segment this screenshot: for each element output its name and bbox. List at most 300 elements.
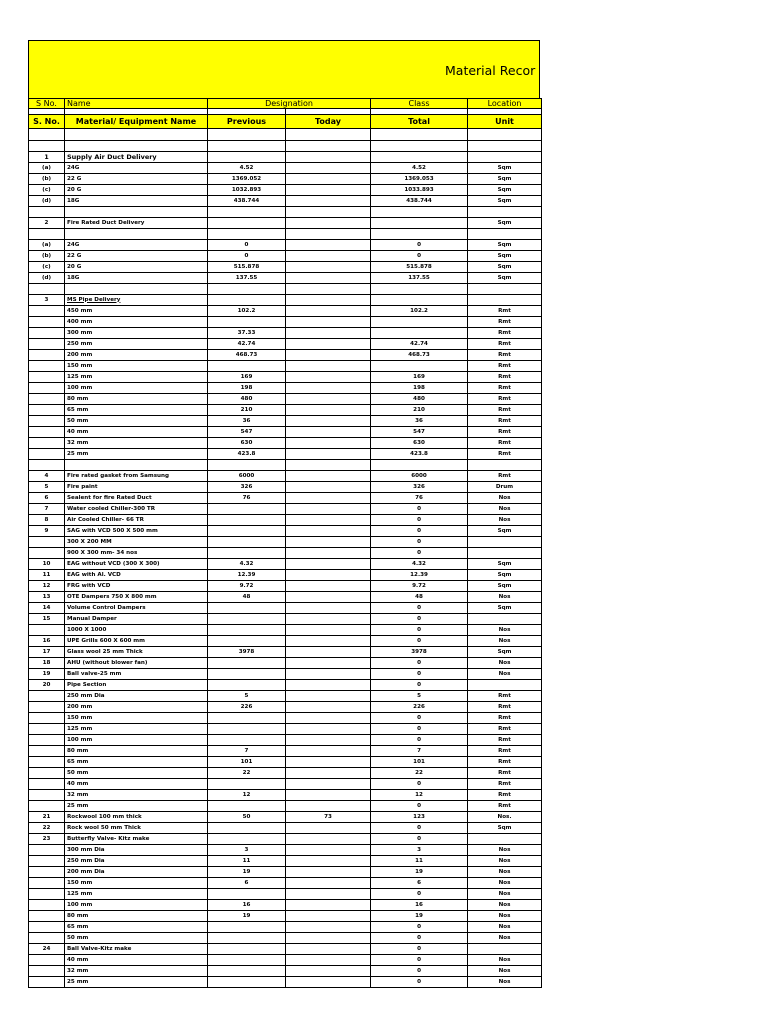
previous-cell: 438.744	[208, 196, 286, 207]
total-cell: 547	[371, 427, 468, 438]
table-row	[29, 460, 542, 471]
previous-cell: 4.52	[208, 163, 286, 174]
today-cell	[286, 284, 371, 295]
today-cell	[286, 229, 371, 240]
previous-cell: 6	[208, 878, 286, 889]
unit-cell: Nos	[468, 658, 542, 669]
previous-cell: 468.73	[208, 350, 286, 361]
unit-cell: Rmt	[468, 713, 542, 724]
total-cell: 0	[371, 724, 468, 735]
sno-cell: 14	[29, 603, 65, 614]
previous-cell	[208, 526, 286, 537]
unit-cell: Sqm	[468, 823, 542, 834]
sno-cell	[29, 284, 65, 295]
name-cell: 150 mm	[65, 878, 208, 889]
unit-cell: Nos	[468, 636, 542, 647]
today-cell	[286, 273, 371, 284]
table-row	[29, 317, 542, 328]
previous-cell: 7	[208, 746, 286, 757]
sno-cell	[29, 889, 65, 900]
total-cell: 11	[371, 856, 468, 867]
unit-cell: Rmt	[468, 383, 542, 394]
today-cell	[286, 867, 371, 878]
sno-cell: 22	[29, 823, 65, 834]
name-cell: 300 X 200 MM	[65, 537, 208, 548]
previous-cell: 22	[208, 768, 286, 779]
unit-cell: Nos.	[468, 812, 542, 823]
unit-cell: Nos	[468, 867, 542, 878]
sno-cell: 13	[29, 592, 65, 603]
sno-cell	[29, 713, 65, 724]
previous-cell: 50	[208, 812, 286, 823]
sno-cell: 12	[29, 581, 65, 592]
sheet-title: Material Recor	[445, 63, 536, 78]
unit-cell: Nos	[468, 845, 542, 856]
name-cell: Fire rated gasket from Samsung	[65, 471, 208, 482]
previous-cell: 36	[208, 416, 286, 427]
unit-cell: Sqm	[468, 273, 542, 284]
name-cell: 18G	[65, 196, 208, 207]
previous-cell: 101	[208, 757, 286, 768]
name-cell: 150 mm	[65, 361, 208, 372]
total-cell	[371, 141, 468, 152]
total-cell: 3978	[371, 647, 468, 658]
today-cell	[286, 889, 371, 900]
sno-cell	[29, 537, 65, 548]
name-cell	[65, 284, 208, 295]
name-cell: Water cooled Chiller-300 TR	[65, 504, 208, 515]
total-cell: 0	[371, 658, 468, 669]
total-cell: 0	[371, 537, 468, 548]
table-row	[29, 614, 542, 625]
total-cell	[371, 284, 468, 295]
today-cell	[286, 647, 371, 658]
today-cell	[286, 394, 371, 405]
total-cell	[371, 328, 468, 339]
previous-cell	[208, 603, 286, 614]
name-cell: 22 G	[65, 174, 208, 185]
sno-cell: (a)	[29, 240, 65, 251]
sno-cell	[29, 416, 65, 427]
unit-cell: Rmt	[468, 702, 542, 713]
name-cell: 25 mm	[65, 977, 208, 988]
unit-cell	[468, 229, 542, 240]
table-row	[29, 306, 542, 317]
previous-cell	[208, 614, 286, 625]
name-cell: 32 mm	[65, 438, 208, 449]
material-table	[28, 98, 542, 988]
sno-cell	[29, 339, 65, 350]
name-cell: 25 mm	[65, 449, 208, 460]
total-cell: 6	[371, 878, 468, 889]
today-cell	[286, 504, 371, 515]
total-cell: 0	[371, 944, 468, 955]
empty-cell	[371, 129, 468, 141]
unit-cell: Rmt	[468, 339, 542, 350]
unit-cell: Drum	[468, 482, 542, 493]
table-row	[29, 504, 542, 515]
previous-cell: 0	[208, 240, 286, 251]
unit-cell: Nos	[468, 911, 542, 922]
unit-cell: Nos	[468, 493, 542, 504]
table-row	[29, 955, 542, 966]
sno-cell: (c)	[29, 262, 65, 273]
name-cell: 65 mm	[65, 757, 208, 768]
total-cell: 3	[371, 845, 468, 856]
sno-cell	[29, 757, 65, 768]
sno-cell	[29, 933, 65, 944]
table-row	[29, 438, 542, 449]
sno-cell	[29, 449, 65, 460]
today-cell	[286, 328, 371, 339]
unit-cell: Sqm	[468, 163, 542, 174]
unit-cell: Nos	[468, 625, 542, 636]
empty-cell	[208, 129, 286, 141]
today-cell	[286, 669, 371, 680]
total-cell: 0	[371, 526, 468, 537]
table-row	[29, 724, 542, 735]
today-cell	[286, 757, 371, 768]
table-row	[29, 394, 542, 405]
previous-cell: 137.55	[208, 273, 286, 284]
today-cell	[286, 427, 371, 438]
today-cell	[286, 438, 371, 449]
previous-cell	[208, 361, 286, 372]
total-cell: 7	[371, 746, 468, 757]
table-row	[29, 691, 542, 702]
table-row	[29, 867, 542, 878]
sno-cell	[29, 900, 65, 911]
sno-cell: 11	[29, 570, 65, 581]
sno-cell: 5	[29, 482, 65, 493]
unit-cell: Nos	[468, 955, 542, 966]
previous-cell	[208, 944, 286, 955]
previous-cell: 37.33	[208, 328, 286, 339]
sno-cell: 3	[29, 295, 65, 306]
previous-cell	[208, 658, 286, 669]
name-cell	[65, 207, 208, 218]
table-row	[29, 669, 542, 680]
name-cell: FRG with VCD	[65, 581, 208, 592]
table-row	[29, 185, 542, 196]
name-cell: SAG with VCD 500 X 500 mm	[65, 526, 208, 537]
total-cell: 102.2	[371, 306, 468, 317]
previous-cell	[208, 537, 286, 548]
sno-cell	[29, 405, 65, 416]
today-cell	[286, 636, 371, 647]
previous-cell	[208, 284, 286, 295]
name-cell: Fire paint	[65, 482, 208, 493]
unit-cell: Rmt	[468, 746, 542, 757]
sno-cell	[29, 691, 65, 702]
total-cell: 101	[371, 757, 468, 768]
sno-cell	[29, 372, 65, 383]
name-cell: 200 mm	[65, 702, 208, 713]
previous-cell	[208, 801, 286, 812]
previous-cell	[208, 460, 286, 471]
unit-cell: Sqm	[468, 174, 542, 185]
total-cell: 0	[371, 504, 468, 515]
table-row	[29, 768, 542, 779]
sno-cell	[29, 328, 65, 339]
table-row	[29, 757, 542, 768]
table-row	[29, 900, 542, 911]
table-row	[29, 548, 542, 559]
sno-cell	[29, 790, 65, 801]
name-cell: EAG without VCD (300 X 300)	[65, 559, 208, 570]
total-cell	[371, 229, 468, 240]
name-cell: 400 mm	[65, 317, 208, 328]
table-row	[29, 647, 542, 658]
name-cell: 300 mm	[65, 328, 208, 339]
name-cell: 150 mm	[65, 713, 208, 724]
today-cell	[286, 339, 371, 350]
table-row	[29, 845, 542, 856]
name-cell: OTE Dampers 750 X 800 mm	[65, 592, 208, 603]
table-row	[29, 328, 542, 339]
table-row	[29, 812, 542, 823]
today-cell	[286, 614, 371, 625]
sno-cell: 6	[29, 493, 65, 504]
total-cell: 36	[371, 416, 468, 427]
name-cell: 125 mm	[65, 372, 208, 383]
name-cell: Fire Rated Duct Delivery	[65, 218, 208, 229]
unit-cell	[468, 834, 542, 845]
today-cell	[286, 548, 371, 559]
sno-cell	[29, 207, 65, 218]
sno-cell: 2	[29, 218, 65, 229]
today-cell	[286, 460, 371, 471]
table-row	[29, 196, 542, 207]
sno-cell	[29, 922, 65, 933]
previous-cell	[208, 625, 286, 636]
today-cell	[286, 702, 371, 713]
previous-cell: 515.878	[208, 262, 286, 273]
name-cell: Supply Air Duct Delivery	[65, 152, 208, 163]
table-row	[29, 482, 542, 493]
table-row	[29, 977, 542, 988]
name-cell	[65, 229, 208, 240]
previous-cell	[208, 669, 286, 680]
previous-cell: 42.74	[208, 339, 286, 350]
today-cell	[286, 174, 371, 185]
total-cell: 169	[371, 372, 468, 383]
total-cell: 0	[371, 614, 468, 625]
title-banner	[28, 40, 540, 98]
sno-cell	[29, 229, 65, 240]
name-cell: 22 G	[65, 251, 208, 262]
sno-cell: 23	[29, 834, 65, 845]
today-cell	[286, 383, 371, 394]
sno-cell: 15	[29, 614, 65, 625]
total-cell: 0	[371, 735, 468, 746]
sno-cell	[29, 350, 65, 361]
total-cell: 4.52	[371, 163, 468, 174]
sno-cell: 1	[29, 152, 65, 163]
sno-cell	[29, 878, 65, 889]
previous-cell: 12	[208, 790, 286, 801]
name-cell: Butterfly Valve- Kitz make	[65, 834, 208, 845]
today-cell	[286, 746, 371, 757]
today-cell	[286, 713, 371, 724]
total-cell: 0	[371, 922, 468, 933]
total-cell: 0	[371, 251, 468, 262]
previous-cell	[208, 779, 286, 790]
name-cell: Rockwool 100 mm thick	[65, 812, 208, 823]
unit-cell: Sqm	[468, 218, 542, 229]
name-cell: 80 mm	[65, 911, 208, 922]
name-cell: MS Pipe Delivery	[65, 295, 208, 306]
header-cell: Name	[65, 99, 208, 109]
previous-cell	[208, 922, 286, 933]
table-row	[29, 779, 542, 790]
table-row	[29, 823, 542, 834]
table-row	[29, 856, 542, 867]
unit-cell: Rmt	[468, 317, 542, 328]
unit-cell: Sqm	[468, 185, 542, 196]
sno-cell	[29, 779, 65, 790]
previous-cell: 3	[208, 845, 286, 856]
unit-cell: Rmt	[468, 724, 542, 735]
name-cell: 250 mm Dia	[65, 856, 208, 867]
table-row	[29, 790, 542, 801]
name-cell: AHU (without blower fan)	[65, 658, 208, 669]
previous-cell: 48	[208, 592, 286, 603]
total-cell: 423.8	[371, 449, 468, 460]
table-row	[29, 295, 542, 306]
name-cell: UPE Grills 600 X 600 mm	[65, 636, 208, 647]
sno-cell	[29, 625, 65, 636]
sno-cell	[29, 383, 65, 394]
sno-cell	[29, 724, 65, 735]
total-cell	[371, 207, 468, 218]
previous-cell	[208, 735, 286, 746]
table-row	[29, 207, 542, 218]
previous-cell: 3978	[208, 647, 286, 658]
today-cell	[286, 449, 371, 460]
header-cell: Today	[286, 115, 371, 129]
table-row	[29, 922, 542, 933]
unit-cell: Nos	[468, 504, 542, 515]
sno-cell: 17	[29, 647, 65, 658]
unit-cell	[468, 295, 542, 306]
material-record-sheet	[28, 40, 540, 988]
name-cell: 80 mm	[65, 746, 208, 757]
header-cell: Designation	[208, 99, 371, 109]
total-cell: 0	[371, 801, 468, 812]
previous-cell: 19	[208, 911, 286, 922]
table-row	[29, 174, 542, 185]
previous-cell	[208, 515, 286, 526]
sno-cell	[29, 911, 65, 922]
sno-cell	[29, 460, 65, 471]
total-cell: 480	[371, 394, 468, 405]
name-cell: 1000 X 1000	[65, 625, 208, 636]
total-cell: 226	[371, 702, 468, 713]
unit-cell: Rmt	[468, 416, 542, 427]
sno-cell	[29, 735, 65, 746]
name-cell: Rock wool 50 mm Thick	[65, 823, 208, 834]
sno-cell: 9	[29, 526, 65, 537]
previous-cell	[208, 218, 286, 229]
total-cell: 48	[371, 592, 468, 603]
total-cell: 4.32	[371, 559, 468, 570]
table-row	[29, 702, 542, 713]
table-row	[29, 240, 542, 251]
name-cell: EAG with Al. VCD	[65, 570, 208, 581]
today-cell	[286, 207, 371, 218]
today-cell	[286, 240, 371, 251]
unit-cell: Nos	[468, 966, 542, 977]
unit-cell: Sqm	[468, 196, 542, 207]
unit-cell: Rmt	[468, 790, 542, 801]
unit-cell: Rmt	[468, 328, 542, 339]
today-cell	[286, 966, 371, 977]
unit-cell	[468, 207, 542, 218]
sno-cell	[29, 361, 65, 372]
name-cell: 125 mm	[65, 724, 208, 735]
sno-cell	[29, 548, 65, 559]
sno-cell: 10	[29, 559, 65, 570]
unit-cell: Nos	[468, 515, 542, 526]
name-cell: 50 mm	[65, 768, 208, 779]
previous-cell	[208, 295, 286, 306]
unit-cell: Rmt	[468, 361, 542, 372]
previous-cell: 11	[208, 856, 286, 867]
today-cell	[286, 559, 371, 570]
today-cell	[286, 856, 371, 867]
table-row	[29, 559, 542, 570]
today-cell	[286, 482, 371, 493]
unit-cell	[468, 141, 542, 152]
today-cell	[286, 416, 371, 427]
today-cell	[286, 141, 371, 152]
previous-cell	[208, 933, 286, 944]
previous-cell: 12.39	[208, 570, 286, 581]
table-row	[29, 944, 542, 955]
table-row	[29, 218, 542, 229]
name-cell: 40 mm	[65, 955, 208, 966]
previous-cell	[208, 229, 286, 240]
today-cell	[286, 526, 371, 537]
sno-cell: (c)	[29, 185, 65, 196]
unit-cell: Nos	[468, 900, 542, 911]
sno-cell	[29, 394, 65, 405]
table-row	[29, 449, 542, 460]
total-cell: 0	[371, 625, 468, 636]
previous-cell: 630	[208, 438, 286, 449]
today-cell	[286, 691, 371, 702]
today-cell	[286, 295, 371, 306]
sno-cell: 4	[29, 471, 65, 482]
unit-cell: Sqm	[468, 559, 542, 570]
header-cell: Location	[468, 99, 542, 109]
previous-cell	[208, 636, 286, 647]
today-cell	[286, 603, 371, 614]
previous-cell	[208, 977, 286, 988]
unit-cell: Rmt	[468, 438, 542, 449]
name-cell: 40 mm	[65, 427, 208, 438]
sno-cell: 24	[29, 944, 65, 955]
sno-cell: (b)	[29, 251, 65, 262]
empty-cell	[65, 129, 208, 141]
today-cell	[286, 845, 371, 856]
header-cell: Total	[371, 115, 468, 129]
table-row	[29, 658, 542, 669]
today-cell	[286, 262, 371, 273]
sno-cell	[29, 966, 65, 977]
total-cell	[371, 218, 468, 229]
